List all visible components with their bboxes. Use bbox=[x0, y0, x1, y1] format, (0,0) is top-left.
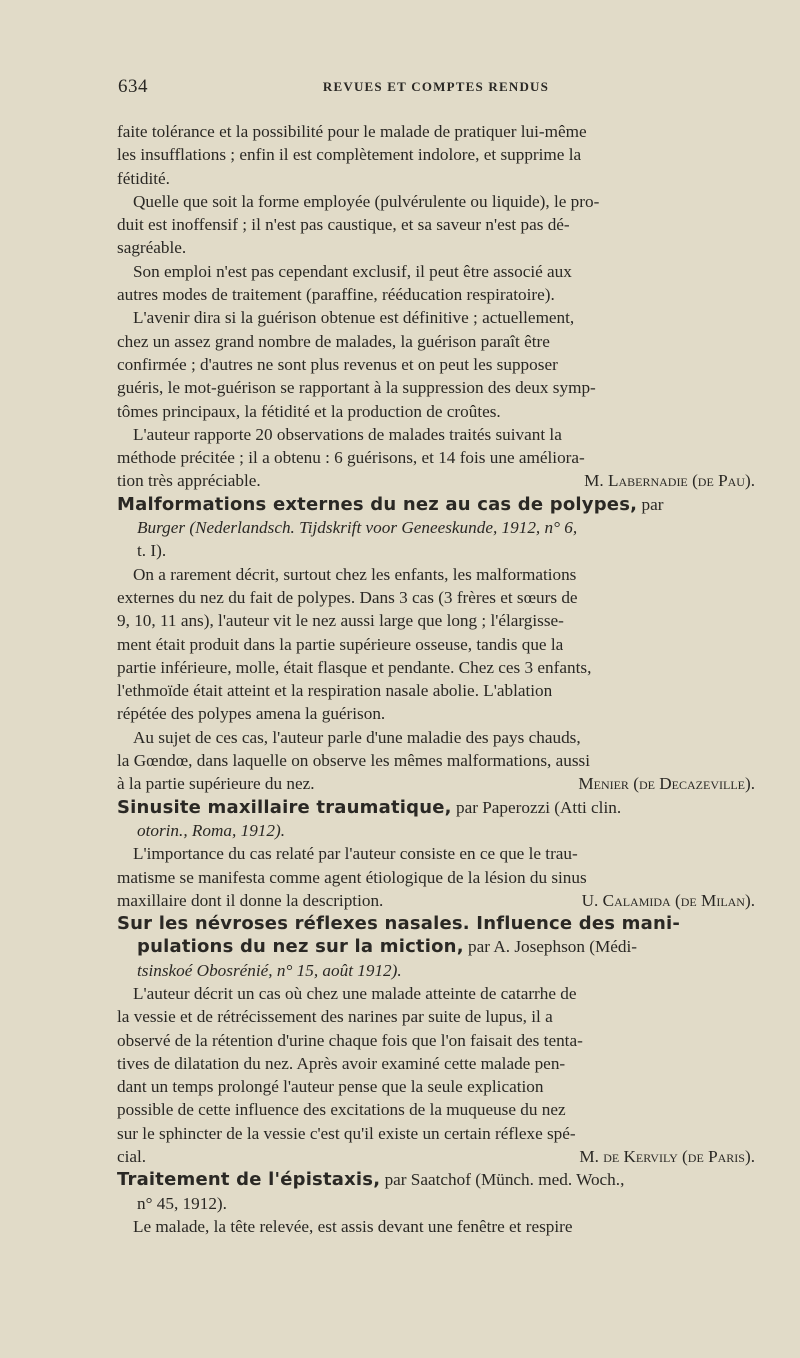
text-line-end: cial. bbox=[117, 1147, 147, 1167]
text-line: L'avenir dira si la guérison obtenue est définitive ; actuellement, bbox=[133, 308, 575, 328]
article-author: par Saatchof (Münch. med. Woch., bbox=[380, 1170, 625, 1190]
article-title: Sur les névroses réflexes nasales. Influence des mani- bbox=[117, 913, 681, 935]
paragraph bbox=[117, 423, 755, 493]
text-line: guéris, le mot-guérison se rapportant à la suppression des deux symp- bbox=[117, 378, 596, 398]
text-line: ment était produit dans la partie supérieure osseuse, tandis que la bbox=[117, 634, 564, 654]
article-title: Malformations externes du nez au cas de polypes, bbox=[117, 493, 638, 515]
text-line: observé de la rétention d'urine chaque fois que l'on faisait des tenta- bbox=[117, 1030, 583, 1050]
article-author: par Paperozzi (Atti clin. bbox=[451, 797, 622, 817]
paragraph bbox=[117, 982, 755, 1168]
text-line bbox=[117, 469, 755, 492]
text-line: sagréable. bbox=[117, 238, 187, 258]
text-line: l'ethmoïde était atteint et la respiration nasale abolie. L'ablation bbox=[117, 681, 553, 701]
text-line: Quelle que soit la forme employée (pulvérulente ou liquide), le pro- bbox=[133, 191, 600, 211]
author-signature: M. Labernadie (de Pau). bbox=[584, 471, 755, 491]
text-line: répétée des polypes amena la guérison. bbox=[117, 704, 386, 724]
running-head: REVUES ET COMPTES RENDUS bbox=[322, 79, 550, 94]
text-line: tômes principaux, la fétidité et la production de croûtes. bbox=[117, 401, 501, 421]
paragraph bbox=[117, 1215, 755, 1238]
text-line: possible de cette influence des excitations de la muqueuse du nez bbox=[117, 1100, 566, 1120]
text-line: On a rarement décrit, surtout chez les enfants, les malformations bbox=[133, 564, 577, 584]
article-title-continued: pulations du nez sur la miction, bbox=[137, 936, 464, 958]
paragraph bbox=[117, 563, 755, 726]
text-line: tives de dilatation du nez. Après avoir examiné cette malade pen- bbox=[117, 1053, 566, 1073]
page-body bbox=[117, 120, 755, 1238]
article-title: Traitement de l'épistaxis, bbox=[117, 1169, 381, 1191]
text-line: L'importance du cas relaté par l'auteur consiste en ce que le trau- bbox=[133, 844, 578, 864]
text-line: faite tolérance et la possibilité pour le malade de pratiquer lui-même bbox=[117, 122, 587, 141]
text-line bbox=[117, 889, 755, 912]
text-line: la Gœndœ, dans laquelle on observe les mêmes malformations, aussi bbox=[117, 751, 591, 771]
article-title: Sinusite maxillaire traumatique, bbox=[117, 796, 452, 818]
article-author: par bbox=[637, 494, 664, 514]
citation-line: t. I). bbox=[137, 541, 167, 561]
citation-line: otorin., Roma, 1912). bbox=[137, 820, 285, 840]
text-line: confirmée ; d'autres ne sont plus revenus et on peut les supposer bbox=[117, 354, 558, 374]
text-line bbox=[117, 772, 755, 795]
text-line-end: tion très appréciable. bbox=[117, 471, 261, 491]
text-line bbox=[117, 1145, 755, 1168]
text-line: autres modes de traitement (paraffine, rééducation respiratoire). bbox=[117, 285, 555, 305]
author-signature: U. Calamida (de Milan). bbox=[581, 890, 755, 910]
paragraph bbox=[117, 726, 755, 796]
text-line: partie inférieure, molle, était flasque et pendante. Chez ces 3 enfants, bbox=[117, 657, 592, 677]
paragraph bbox=[117, 260, 755, 307]
article-entry bbox=[117, 493, 755, 796]
author-signature: M. de Kervily (de Paris). bbox=[579, 1147, 755, 1167]
article-heading bbox=[117, 796, 755, 819]
text-line: matisme se manifesta comme agent étiologique de la lésion du sinus bbox=[117, 867, 587, 887]
text-line: chez un assez grand nombre de malades, la guérison paraît être bbox=[117, 331, 550, 351]
paragraph bbox=[117, 190, 755, 260]
article-author: par A. Josephson (Médi- bbox=[463, 937, 638, 957]
text-line: la vessie et de rétrécissement des narines par suite de lupus, il a bbox=[117, 1007, 553, 1027]
article-entry bbox=[117, 796, 755, 912]
text-line: Le malade, la tête relevée, est assis devant une fenêtre et respire bbox=[133, 1216, 573, 1236]
text-line: Au sujet de ces cas, l'auteur parle d'une maladie des pays chauds, bbox=[133, 727, 581, 747]
citation-line: n° 45, 1912). bbox=[137, 1193, 227, 1213]
text-line: L'auteur rapporte 20 observations de malades traités suivant la bbox=[133, 424, 562, 444]
text-line: dant un temps prolongé l'auteur pense que la seule explication bbox=[117, 1077, 544, 1097]
page-header bbox=[118, 76, 754, 100]
text-line-end: maxillaire dont il donne la description. bbox=[117, 890, 384, 910]
text-line: fétidité. bbox=[117, 168, 170, 188]
article-heading bbox=[117, 1168, 755, 1191]
citation-line: tsinskoé Obosrénié, n° 15, août 1912). bbox=[137, 960, 402, 980]
paragraph bbox=[117, 306, 755, 422]
text-line: duit est inoffensif ; il n'est pas caustique, et sa saveur n'est pas dé- bbox=[117, 215, 570, 235]
text-line: 9, 10, 11 ans), l'auteur vit le nez aussi large que long ; l'élargisse- bbox=[117, 611, 564, 631]
text-line: sur le sphincter de la vessie c'est qu'il existe un certain réflexe spé- bbox=[117, 1123, 576, 1143]
article-heading bbox=[117, 935, 755, 958]
paragraph bbox=[117, 120, 755, 190]
citation-line: Burger (Nederlandsch. Tijdskrift voor Geneeskunde, 1912, n° 6, bbox=[137, 518, 578, 538]
text-line-end: à la partie supérieure du nez. bbox=[117, 774, 315, 794]
text-line: méthode précitée ; il a obtenu : 6 guérisons, et 14 fois une améliora- bbox=[117, 448, 585, 468]
article-entry bbox=[117, 1168, 755, 1238]
text-line: Son emploi n'est pas cependant exclusif, il peut être associé aux bbox=[133, 261, 572, 281]
page-number: 634 bbox=[118, 76, 148, 97]
author-signature: Menier (de Decazeville). bbox=[578, 774, 755, 794]
text-line: externes du nez du fait de polypes. Dans 3 cas (3 frères et sœurs de bbox=[117, 587, 578, 607]
paragraph bbox=[117, 842, 755, 912]
text-line: L'auteur décrit un cas où chez une malade atteinte de catarrhe de bbox=[133, 983, 577, 1003]
article-heading bbox=[117, 493, 755, 516]
article-entry bbox=[117, 912, 755, 1168]
text-line: les insufflations ; enfin il est complètement indolore, et supprime la bbox=[117, 145, 582, 165]
